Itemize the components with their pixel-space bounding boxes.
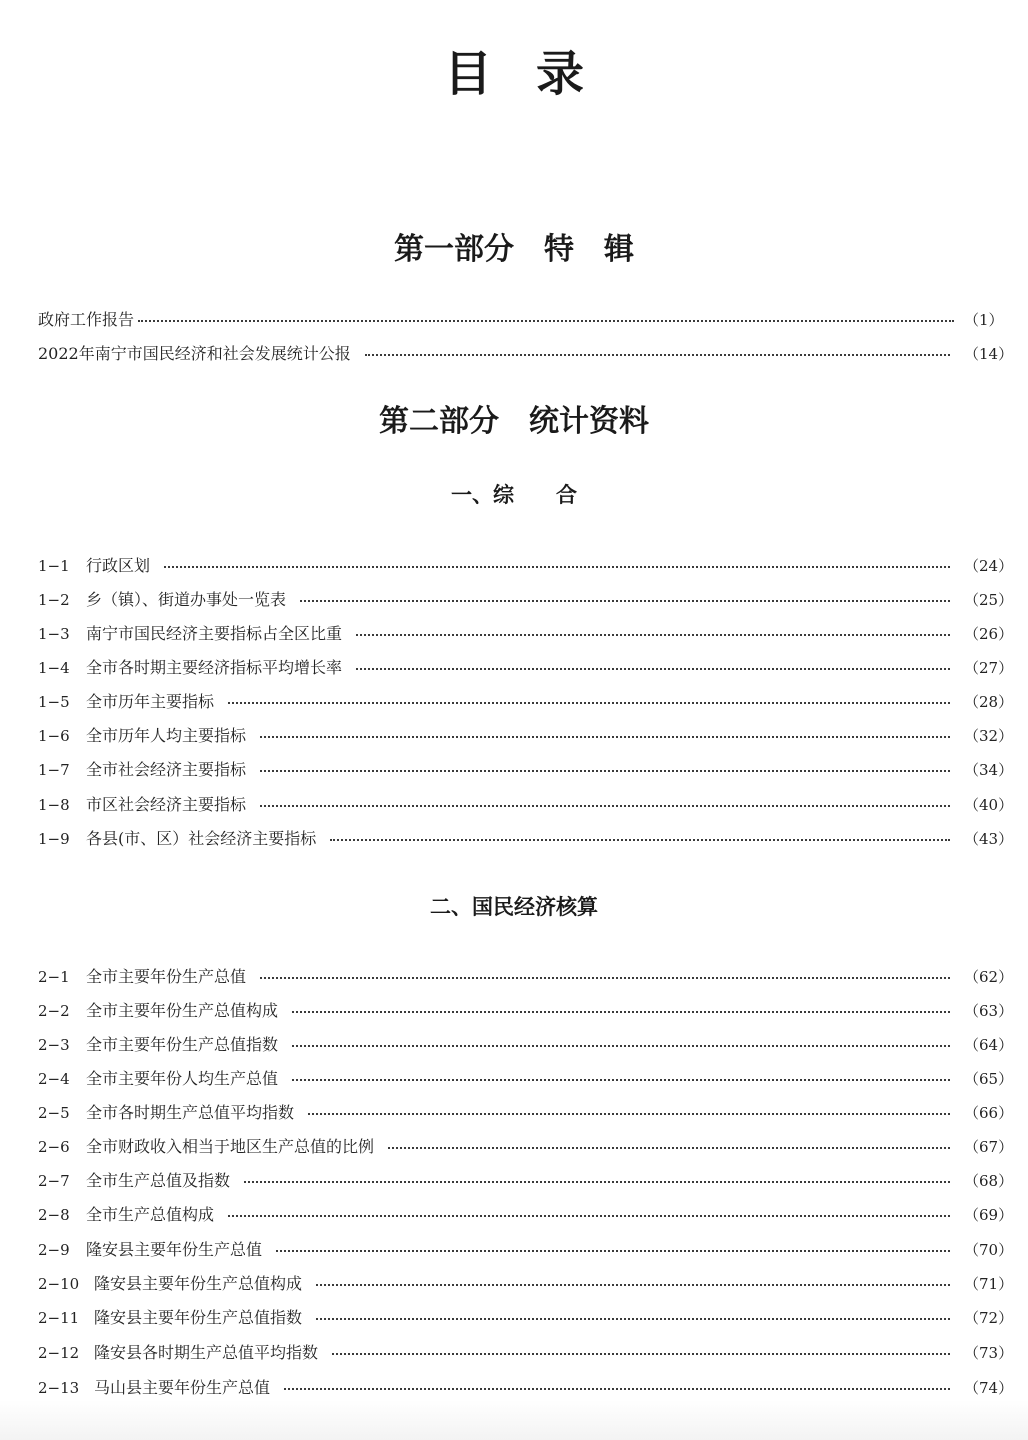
toc-entry-title: 全市历年人均主要指标 [86,726,247,745]
toc-entry-title: 隆安县主要年份生产总值指数 [94,1308,303,1327]
toc-entry[interactable] [38,758,1014,782]
toc-entry-page: （26） [964,625,1014,643]
toc-entry-title: 全市主要年份人均生产总值 [86,1069,279,1088]
toc-entry-number: 2−6 [38,1138,70,1156]
toc-entry-page: （43） [964,830,1014,848]
toc-entry-title: 市区社会经济主要指标 [86,795,247,814]
toc-entry[interactable] [38,622,1014,646]
toc-entry[interactable] [38,1067,1014,1091]
toc-entry-number: 2−10 [38,1275,80,1293]
page-title: 目录 [443,46,628,102]
toc-entry-number: 1−9 [38,830,70,848]
toc-entry-title: 2022年南宁市国民经济和社会发展统计公报 [38,344,351,363]
toc-entry-number: 2−3 [38,1036,70,1054]
toc-entry[interactable] [38,1203,1014,1227]
toc-entry[interactable] [38,1169,1014,1193]
toc-entry-page: （74） [964,1379,1014,1397]
dot-leader [316,1284,950,1286]
dot-leader [330,839,950,841]
toc-entry-page: （32） [964,727,1014,745]
toc-entry[interactable] [38,588,1014,612]
toc-entry-number: 2−13 [38,1379,80,1397]
dot-leader [138,320,954,322]
toc-entry-number: 1−3 [38,625,70,643]
toc-entry-page: （64） [964,1036,1014,1054]
dot-leader [388,1147,950,1149]
toc-entry-title: 全市各时期主要经济指标平均增长率 [86,658,343,677]
toc-entry[interactable] [38,1306,1014,1330]
toc-entry-number: 1−2 [38,591,70,609]
toc-entry-title: 全市主要年份生产总值指数 [86,1035,279,1054]
toc-entry[interactable] [38,308,1002,332]
toc-entry-page: （65） [964,1070,1014,1088]
toc-entry-title: 全市生产总值构成 [86,1205,215,1224]
toc-entry-number: 2−12 [38,1344,80,1362]
toc-entry-number: 1−8 [38,796,70,814]
toc-entry-number: 2−1 [38,968,70,986]
dot-leader [260,736,950,738]
toc-entry[interactable] [38,690,1014,714]
toc-entry-page: （73） [964,1344,1014,1362]
section-title: 一、综 合 [451,483,577,507]
toc-entry-page: （68） [964,1172,1014,1190]
toc-entry[interactable] [38,827,1014,851]
toc-entry-page: （28） [964,693,1014,711]
section-title: 二、国民经济核算 [430,895,598,919]
toc-entry-number: 2−2 [38,1002,70,1020]
dot-leader [356,634,950,636]
toc-entry-title: 隆安县主要年份生产总值 [86,1240,263,1259]
toc-entry-number: 1−1 [38,557,70,575]
dot-leader [260,770,950,772]
toc-entry[interactable] [38,342,1014,366]
toc-entry-number: 1−4 [38,659,70,677]
toc-entry-page: （66） [964,1104,1014,1122]
toc-entry[interactable] [38,1376,1014,1400]
dot-leader [284,1388,950,1390]
dot-leader [260,805,950,807]
toc-entry[interactable] [38,1341,1014,1365]
toc-entry[interactable] [38,1135,1014,1159]
dot-leader [228,702,950,704]
toc-entry-number: 2−7 [38,1172,70,1190]
toc-entry-title: 行政区划 [86,556,151,575]
toc-entry-page: （24） [964,557,1014,575]
part2-title: 第二部分 统计资料 [379,404,649,439]
toc-entry[interactable] [38,1101,1014,1125]
toc-entry-page: （25） [964,591,1014,609]
toc-entry-page: （34） [964,761,1014,779]
dot-leader [332,1353,950,1355]
toc-entry-number: 2−9 [38,1241,70,1259]
toc-entry-page: （14） [964,345,1014,363]
toc-entry[interactable] [38,554,1014,578]
toc-entry-title: 全市社会经济主要指标 [86,760,247,779]
toc-entry-title: 全市主要年份生产总值构成 [86,1001,279,1020]
dot-leader [228,1215,950,1217]
dot-leader [365,354,950,356]
toc-entry-page: （27） [964,659,1014,677]
toc-entry-title: 全市历年主要指标 [86,692,215,711]
toc-entry[interactable] [38,724,1014,748]
toc-entry[interactable] [38,656,1014,680]
toc-entry[interactable] [38,1033,1014,1057]
toc-entry[interactable] [38,1272,1014,1296]
toc-entry-page: （63） [964,1002,1014,1020]
dot-leader [244,1181,950,1183]
toc-entry-number: 1−6 [38,727,70,745]
toc-entry-number: 1−7 [38,761,70,779]
toc-entry-title: 全市生产总值及指数 [86,1171,231,1190]
toc-entry[interactable] [38,793,1014,817]
page-bottom-shadow [0,1400,1028,1440]
toc-entry[interactable] [38,1238,1014,1262]
toc-entry-title: 乡（镇）、街道办事处一览表 [86,590,287,609]
dot-leader [292,1011,950,1013]
toc-entry-title: 政府工作报告 [38,310,135,329]
toc-entry-page: （1） [964,311,1004,329]
toc-entry-title: 隆安县各时期生产总值平均指数 [94,1343,319,1362]
dot-leader [300,600,950,602]
toc-entry-number: 2−11 [38,1309,80,1327]
toc-entry[interactable] [38,965,1014,989]
dot-leader [308,1113,950,1115]
dot-leader [356,668,950,670]
dot-leader [292,1079,950,1081]
toc-entry-page: （62） [964,968,1014,986]
toc-entry-title: 全市财政收入相当于地区生产总值的比例 [86,1137,375,1156]
toc-entry[interactable] [38,999,1014,1023]
toc-entry-title: 马山县主要年份生产总值 [94,1378,271,1397]
toc-entry-title: 南宁市国民经济主要指标占全区比重 [86,624,343,643]
toc-entry-page: （72） [964,1309,1014,1327]
toc-entry-title: 全市主要年份生产总值 [86,967,247,986]
toc-entry-page: （69） [964,1206,1014,1224]
part1-title: 第一部分 特 辑 [394,232,634,267]
dot-leader [292,1045,950,1047]
toc-entry-page: （67） [964,1138,1014,1156]
toc-entry-number: 2−4 [38,1070,70,1088]
toc-entry-page: （71） [964,1275,1014,1293]
toc-entry-page: （40） [964,796,1014,814]
dot-leader [276,1250,950,1252]
toc-entry-number: 1−5 [38,693,70,711]
toc-entry-number: 2−5 [38,1104,70,1122]
toc-entry-title: 各县(市、区）社会经济主要指标 [86,829,317,848]
dot-leader [164,566,950,568]
dot-leader [260,977,950,979]
toc-entry-title: 隆安县主要年份生产总值构成 [94,1274,303,1293]
toc-entry-number: 2−8 [38,1206,70,1224]
toc-entry-page: （70） [964,1241,1014,1259]
dot-leader [316,1318,950,1320]
toc-entry-title: 全市各时期生产总值平均指数 [86,1103,295,1122]
